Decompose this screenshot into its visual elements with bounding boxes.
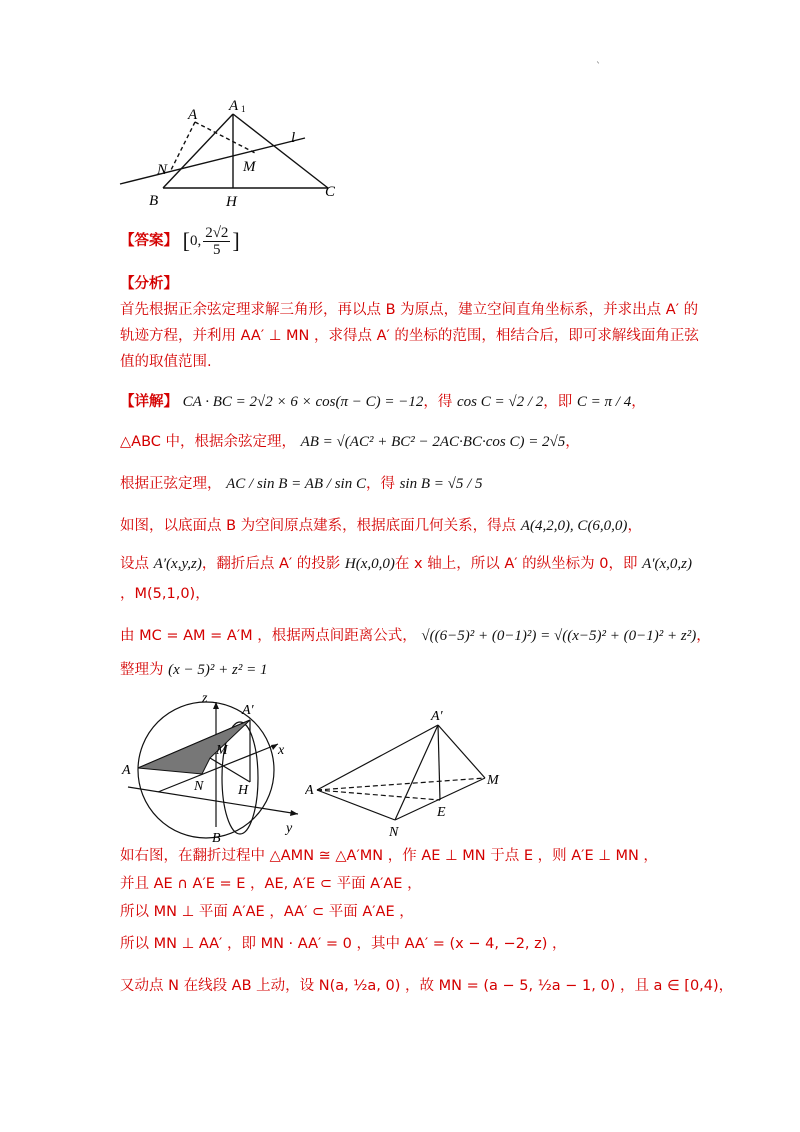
label-l: l bbox=[291, 130, 296, 146]
detail-line-1 bbox=[120, 392, 646, 412]
figure-sphere-coordinates bbox=[118, 692, 318, 842]
answer-line bbox=[120, 224, 240, 258]
detail-line-8 bbox=[120, 660, 267, 680]
label-b: B bbox=[149, 193, 159, 209]
label-a1: A bbox=[229, 98, 239, 114]
label-e3: E bbox=[437, 805, 446, 820]
analysis-line-2: 轨迹方程，并利用 AA′ ⊥ MN ，求得点 A′ 的坐标的范围，相结合后，即可求解线面角正弦 bbox=[120, 328, 699, 344]
label-aprime: A′ bbox=[242, 703, 254, 718]
detail-t1b: ，即 bbox=[543, 394, 573, 410]
detail-line-7 bbox=[120, 626, 711, 646]
label-h2: H bbox=[238, 783, 249, 798]
label-a2: A bbox=[122, 763, 131, 778]
label-m3: M bbox=[487, 773, 499, 788]
detail-eq3: AC / sin B = AB / sin C bbox=[226, 476, 366, 492]
segment-a1b bbox=[163, 114, 233, 188]
segment-an-dashed bbox=[170, 122, 195, 172]
detail-eq3b: sin B = √5 / 5 bbox=[399, 476, 483, 492]
answer-den: 5 bbox=[213, 241, 221, 258]
detail-t1: ，得 bbox=[423, 394, 453, 410]
detail-eq1: CA · BC = 2√2 × 6 × cos(π − C) = −12 bbox=[182, 394, 424, 410]
label-a3: A bbox=[305, 783, 314, 798]
label-n2: N bbox=[194, 779, 204, 794]
header-mark: ` bbox=[596, 62, 601, 73]
answer-value: [ bbox=[182, 228, 190, 253]
label-h: H bbox=[226, 194, 237, 210]
detail-line-5 bbox=[120, 554, 692, 574]
detail-eq5c: A′(x,0,z) bbox=[642, 556, 693, 572]
analysis-line-1: 首先根据正余弦定理求解三角形，再以点 B 为原点，建立空间直角坐标系，并求出点 A′ 的 bbox=[120, 302, 699, 318]
analysis-tag: 【分析】 bbox=[120, 276, 178, 292]
label-b2: B bbox=[212, 831, 221, 842]
proof-line-2: 并且 AE ∩ A′E = E ，AE, A′E ⊂ 平面 A′AE ， bbox=[120, 876, 422, 892]
segment-a1c bbox=[233, 114, 328, 188]
axis-y bbox=[128, 787, 298, 814]
detail-l2-pre: △ABC 中，根据余弦定理， bbox=[120, 434, 296, 450]
detail-l4-pre: 如图，以底面点 B 为空间原点建系，根据底面几何关系，得点 bbox=[120, 518, 517, 534]
detail-eq1c: C = π / 4 bbox=[576, 394, 632, 410]
figure-triangle-fold bbox=[115, 92, 335, 212]
label-a1-sub: 1 bbox=[241, 104, 246, 114]
detail-tag: 【详解】 bbox=[120, 394, 178, 410]
label-x: x bbox=[278, 743, 285, 758]
detail-l7-post: ， bbox=[696, 628, 711, 644]
detail-eq5b: H(x,0,0) bbox=[344, 556, 395, 572]
detail-eq5a: A′(x,y,z) bbox=[153, 556, 202, 572]
detail-l4-post: ， bbox=[627, 518, 642, 534]
figure-tetrahedron bbox=[305, 700, 525, 840]
line-l bbox=[120, 138, 305, 184]
proof-line-1: 如右图，在翻折过程中 △AMN ≅ △A′MN ，作 AE ⊥ MN 于点 E ，则 A′E ⊥ MN ， bbox=[120, 848, 658, 864]
detail-t1c: ， bbox=[631, 394, 646, 410]
detail-l5-pre: 设点 bbox=[120, 556, 149, 572]
label-m2: M bbox=[216, 743, 228, 758]
label-n: N bbox=[157, 162, 168, 178]
detail-l3-mid: ，得 bbox=[365, 476, 395, 492]
shaded-triangle bbox=[138, 720, 250, 774]
proof-line-5: 又动点 N 在线段 AB 上动，设 N(a, ½a, 0) ，故 MN = (a − 5, ½a − 1, 0) ，且 a ∈ [0,4)， bbox=[120, 978, 734, 994]
proof-line-3: 所以 MN ⊥ 平面 A′AE ，AA′ ⊂ 平面 A′AE ， bbox=[120, 904, 414, 920]
segment-am-dashed bbox=[195, 122, 257, 154]
detail-line-6: ，M(5,1,0)， bbox=[120, 586, 210, 602]
detail-eq2: AB = √(AC² + BC² − 2AC·BC·cos C) = 2√5 bbox=[300, 434, 566, 450]
detail-l5-mid1: ，翻折后点 A′ 的投影 bbox=[201, 556, 341, 572]
detail-line-3 bbox=[120, 474, 483, 494]
label-aprime3: A′ bbox=[431, 709, 443, 724]
label-c: C bbox=[325, 184, 335, 200]
label-a: A bbox=[188, 107, 198, 123]
label-z: z bbox=[202, 692, 208, 706]
detail-line-4 bbox=[120, 516, 642, 536]
detail-l8-pre: 整理为 bbox=[120, 662, 164, 678]
edge-a-m-dashed bbox=[317, 778, 485, 790]
detail-line-2 bbox=[120, 432, 580, 452]
answer-num: 2√2 bbox=[205, 224, 229, 241]
edge-a-aprime bbox=[317, 725, 438, 790]
answer-fraction bbox=[203, 225, 230, 258]
label-n3: N bbox=[389, 825, 399, 840]
edge-a-n bbox=[317, 790, 395, 820]
answer-close: ] bbox=[232, 228, 240, 253]
detail-eq7: √((6−5)² + (0−1)²) = √((x−5)² + (0−1)² + z²) bbox=[421, 628, 697, 644]
analysis-line-3: 值的取值范围. bbox=[120, 354, 212, 370]
edge-a-e-dashed bbox=[317, 790, 440, 800]
answer-prefix: 0, bbox=[189, 233, 202, 249]
detail-l7-pre: 由 MC = AM = A′M ，根据两点间距离公式， bbox=[120, 628, 417, 644]
analysis-tag-line bbox=[120, 274, 178, 294]
label-y: y bbox=[286, 821, 293, 836]
detail-eq4: A(4,2,0), C(6,0,0) bbox=[520, 518, 628, 534]
detail-eq8: (x − 5)² + z² = 1 bbox=[168, 662, 268, 678]
detail-eq1b: cos C = √2 / 2 bbox=[457, 394, 544, 410]
detail-l3-pre: 根据正弦定理， bbox=[120, 476, 222, 492]
edge-aprime-n bbox=[395, 725, 438, 820]
answer-tag: 【答案】 bbox=[120, 233, 178, 249]
edge-aprime-m bbox=[438, 725, 485, 778]
detail-l2-post: ， bbox=[565, 434, 580, 450]
edge-aprime-e bbox=[438, 725, 440, 800]
label-m: M bbox=[243, 159, 256, 175]
proof-line-4: 所以 MN ⊥ AA′ ，即 MN · AA′ = 0 ，其中 AA′ = (x − 4, −2, z) ， bbox=[120, 936, 567, 952]
detail-l5-mid2: 在 x 轴上，所以 A′ 的纵坐标为 0，即 bbox=[394, 556, 638, 572]
